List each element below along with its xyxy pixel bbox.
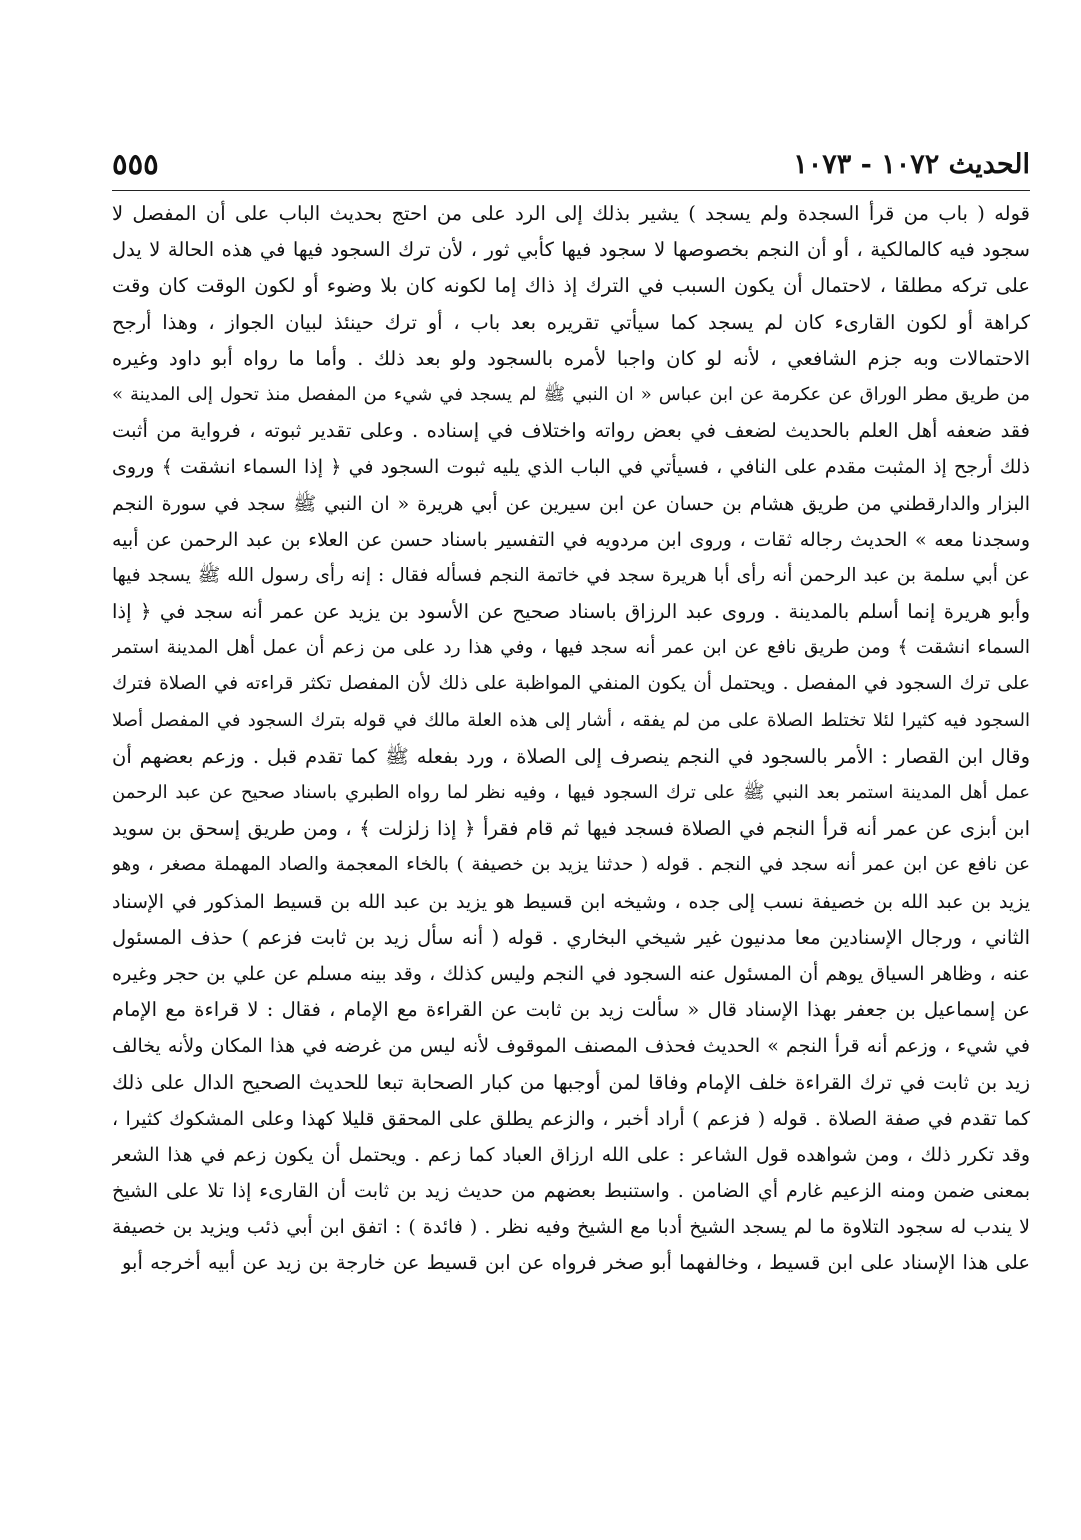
- text-line: عمل أهل المدينة استمر بعد النبي ﷺ على ترك السجود فيها ، وفيه نظر لما رواه الطبري باسناد صحيح عن عبد الرحمن: [112, 782, 1030, 803]
- text-line: وقال ابن القصار : الأمر بالسجود في النجم ينصرف إلى الصلاة ، ورد بفعله ﷺ كما تقدم قبل . وزعم بعضهم أن: [112, 744, 1030, 768]
- text-line: السجود فيه كثيرا لئلا تختلط الصلاة على من لم يفقه ، أشار إلى هذه العلة مالك في قوله بترك السجود في المفصل أصلا: [112, 709, 1030, 731]
- text-line: قوله ( باب من قرأ السجدة ولم يسجد ) يشير بذلك إلى الرد على من احتج بحديث الباب على أن المفصل لا: [112, 202, 1030, 225]
- text-line: من طريق مطر الوراق عن عكرمة عن ابن عباس « ان النبي ﷺ لم يسجد في شيء من المفصل منذ تحول إلى المدينة »: [112, 383, 1030, 405]
- text-line: عن أبي سلمة بن عبد الرحمن أنه رأى أبا هريرة سجد في خاتمة النجم فسأله فقال : إنه رأى رسول الله ﷺ يسجد فيها: [112, 564, 1030, 586]
- commentary-text: [112, 196, 1030, 1282]
- text-line: على تركه مطلقا ، لاحتمال أن يكون السبب في الترك إذ ذاك إما لكونه كان بلا وضوء أو لكون الوقت كان وقت: [112, 274, 1030, 298]
- text-line: الاحتمالات وبه جزم الشافعي ، لأنه لو كان واجبا لأمره بالسجود ولو بعد ذلك . وأما ما رواه أبو داود وغيره: [112, 346, 1030, 370]
- text-line: يزيد بن عبد الله بن خصيفة نسب إلى جده ، وشيخه ابن قسيط هو يزيد بن عبد الله بن قسيط المذكور في الإسناد: [112, 890, 1030, 913]
- text-line: وأبو هريرة إنما أسلم بالمدينة . وروى عبد الرزاق باسناد صحيح عن الأسود بن يزيد عن عمر أنه سجد في ﴿ إذا: [112, 600, 1030, 624]
- text-line: بمعنى ضمن ومنه الزعيم غارم أي الضامن . واستنبط بعضهم من حديث زيد بن ثابت أن القارىء إذا تلا على الشيخ: [112, 1180, 1030, 1203]
- text-line: وقد تكرر ذلك ، ومن شواهده قول الشاعر : على الله ارزاق العباد كما زعم . ويحتمل أن يكون زعم في هذا الشعر: [112, 1143, 1030, 1166]
- text-line: سجود فيه كالمالكية ، أو أن النجم بخصوصها لا سجود فيها كأبي ثور ، لأن ترك السجود فيها في هذه الحالة لا يدل: [112, 238, 1030, 262]
- text-line: البزار والدارقطني من طريق هشام بن حسان عن ابن سيرين عن أبي هريرة « ان النبي ﷺ سجد في سورة النجم: [112, 492, 1030, 515]
- text-line: ذلك أرجح إذ المثبت مقدم على النافي ، فسيأتي في الباب الذي يليه ثبوت السجود في ﴿ إذا السماء انشقت ﴾ وروى: [112, 456, 1030, 479]
- text-line: لا يندب له سجود التلاوة ما لم يسجد الشيخ أدبا مع الشيخ وفيه نظر . ( فائدة ) : اتفق ابن أبي ذئب ويزيد بن خصيفة: [112, 1216, 1030, 1239]
- text-line: عن إسماعيل بن جعفر بهذا الإسناد قال « سألت زيد بن ثابت عن القراءة مع الإمام ، فقال : لا قراءة مع الإمام: [112, 998, 1030, 1022]
- text-line: عن نافع عن ابن عمر أنه سجد في النجم . قوله ( حدثنا يزيد بن خصيفة ) بالخاء المعجمة والصاد المهملة مصغر ، وهو: [112, 854, 1030, 876]
- text-line: عنه ، وظاهر السياق يوهم أن المسئول عنه السجود في النجم وليس كذلك ، وقد بينه مسلم عن علي بن حجر وغيره: [112, 962, 1030, 985]
- running-header: [112, 142, 1030, 186]
- text-line: كراهة أو لكون القارىء كان لم يسجد كما سيأتي تقريره بعد باب ، أو ترك حينئذ لبيان الجواز ، وهذا أرجح: [112, 310, 1030, 334]
- page-number: ٥٥٥: [112, 147, 159, 181]
- text-line: وسجدنا معه » الحديث رجاله ثقات ، وروى ابن مردويه في التفسير باسناد حسن عن العلاء بن عبد الرحمن عن أبيه: [112, 528, 1030, 551]
- text-line: كما تقدم في صفة الصلاة . قوله ( فزعم ) أراد أخبر ، والزعم يطلق على المحقق قليلا كهذا وعلى المشكوك كثيرا ،: [112, 1107, 1030, 1130]
- text-line: الثاني ، ورجال الإسنادين معا مدنيون غير شيخي البخاري . قوله ( أنه سأل زيد بن ثابت فزعم ) حذف المسئول: [112, 925, 1030, 949]
- text-line: السماء انشقت ﴾ ومن طريق نافع عن ابن عمر أنه سجد فيها ، وفي هذا رد على من زعم أن عمل أهل المدينة استمر: [112, 637, 1030, 659]
- text-line: زيد بن ثابت في ترك القراءة خلف الإمام وفاقا لمن أوجبها من كبار الصحابة تبعا للحديث الصحيح الدال على ذلك: [112, 1070, 1030, 1094]
- text-line: ابن أبزى عن عمر أنه قرأ النجم في الصلاة فسجد فيها ثم قام فقرأ ﴿ إذا زلزلت ﴾ ، ومن طريق إسحق بن سويد: [112, 817, 1030, 841]
- text-line: على ترك السجود في المفصل . ويحتمل أن يكون المنفي المواظبة على ذلك لأن المفصل تكثر قراءته في الصلاة فترك: [112, 673, 1030, 695]
- text-line: على هذا الإسناد على ابن قسيط ، وخالفهما أبو صخر فرواه عن ابن قسيط عن خارجة بن زيد عن أبيه أخرجه أبو: [121, 1251, 1030, 1275]
- text-line: في شيء ، وزعم أنه قرأ النجم » الحديث فحذف المصنف الموقوف لأنه ليس من غرضه في هذا المكان ولأنه يخالف: [112, 1035, 1030, 1058]
- text-line: فقد ضعفه أهل العلم بالحديث لضعف في بعض رواته واختلاف في إسناده . وعلى تقدير ثبوته ، فرواية من أثبت: [112, 419, 1030, 443]
- header-title: الحديث ١٠٧٢ - ١٠٧٣: [793, 148, 1030, 180]
- header-rule: [112, 190, 1030, 191]
